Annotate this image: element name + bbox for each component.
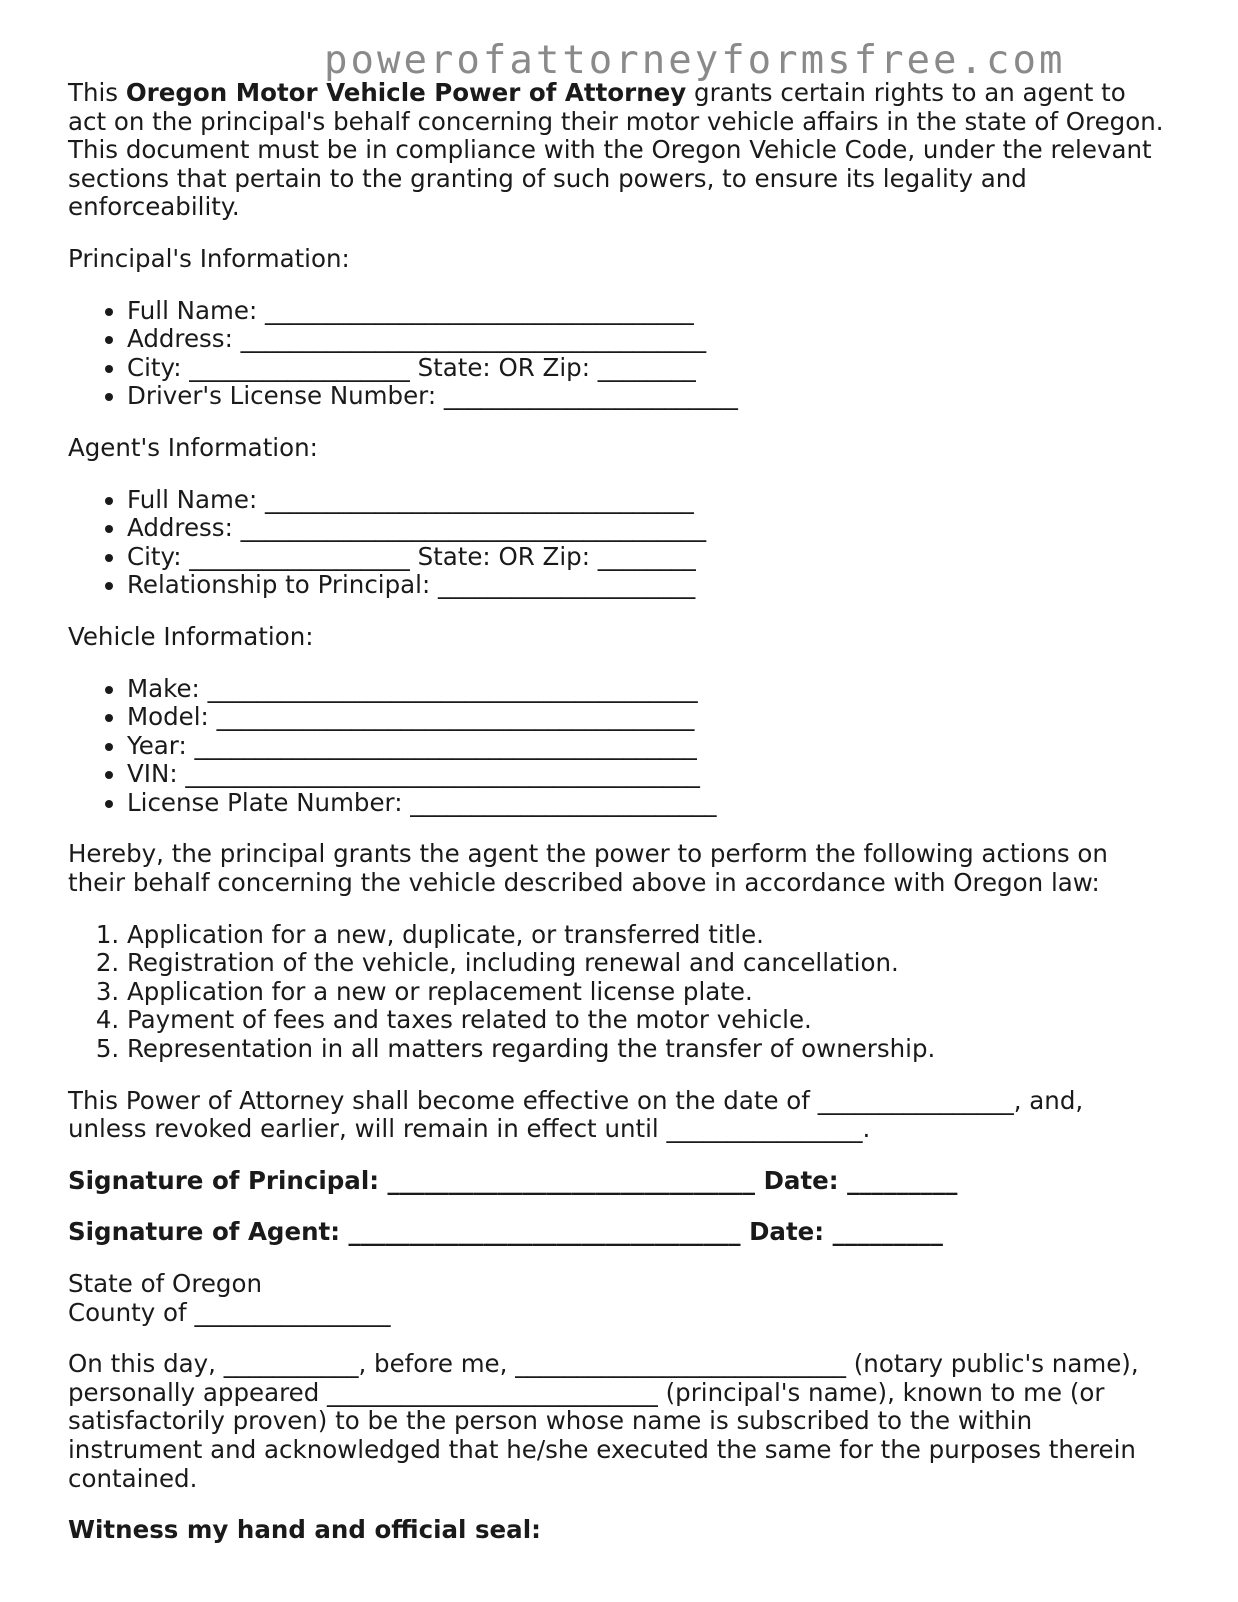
notary-acknowledgment: On this day, ___________, before me, ___________________________ (notary public's name), personally appeared ___________________________ (principal's name), known to me (or satisfactorily proven) to be the person whose name is subscribed to the within instrument and acknowledged that he/she executed the same for the purposes therein contained. [68,1349,1139,1493]
vehicle-license-plate-field: • License Plate Number: _________________________ [127,789,1168,818]
notary-state: State of Oregon [68,1269,263,1298]
grant-paragraph: Hereby, the principal grants the agent the power to perform the following actions on their behalf concerning the vehicle described above in accordance with Oregon law: [68,839,1108,898]
principal-address-field: • Address: ______________________________________ [127,325,1168,354]
vehicle-year-field: • Year: _________________________________________ [127,732,1168,761]
witness-line: Witness my hand and official seal: [68,1515,541,1545]
principal-heading: Principal's Information: [68,243,350,273]
agent-info-list [68,486,1168,600]
vehicle-info-list [68,675,1168,818]
agent-address-field: • Address: ______________________________________ [127,514,1168,543]
action-item: 4. Payment of fees and taxes related to the motor vehicle. [127,1006,1168,1035]
action-item: 2. Registration of the vehicle, including renewal and cancellation. [127,949,1168,978]
effective-date-paragraph: This Power of Attorney shall become effective on the date of ________________, and, unless revoked earlier, will remain in effect until ________________. [68,1085,1084,1144]
action-item: 3. Application for a new or replacement license plate. [127,978,1168,1007]
principal-full-name-field: • Full Name: ___________________________________ [127,297,1168,326]
intro-paragraph [68,79,1168,222]
agent-relationship-field: • Relationship to Principal: _____________________ [127,571,1168,600]
watermark: powerofattorneyformsfree.com [324,38,1066,83]
principal-info-list [68,297,1168,411]
vehicle-vin-field: • VIN: __________________________________________ [127,760,1168,789]
vehicle-make-field: • Make: ________________________________________ [127,675,1168,704]
agent-heading: Agent's Information: [68,432,318,462]
vehicle-model-field: • Model: _______________________________________ [127,703,1168,732]
action-item: 5. Representation in all matters regarding the transfer of ownership. [127,1035,1168,1064]
granted-actions-list [68,921,1168,1064]
agent-signature-line: Signature of Agent: ________________________________ Date: _________ [68,1217,943,1247]
form-name: Oregon Motor Vehicle Power of Attorney [125,78,687,107]
notary-county: County of ________________ [68,1297,391,1327]
vehicle-heading: Vehicle Information: [68,621,314,651]
agent-full-name-field: • Full Name: ___________________________________ [127,486,1168,515]
principal-drivers-license-field: • Driver's License Number: ________________________ [127,382,1168,411]
action-item: 1. Application for a new, duplicate, or transferred title. [127,921,1168,950]
document-body [68,79,1168,1568]
notary-venue [68,1270,1168,1327]
agent-city-state-zip-field: • City: __________________ State: OR Zip: ________ [127,543,1168,572]
intro-suffix: grants certain rights to an agent to act on the principal's behalf concerning their motor vehicle affairs in the state of Oregon. This document must be in compliance with the Oregon Vehicle Code, under the relevant sections that pertain to the granting of such powers, to ensure its legality and enforceability. [68,78,1164,222]
principal-city-state-zip-field: • City: __________________ State: OR Zip: ________ [127,354,1168,383]
intro-prefix: This [68,78,126,107]
principal-signature-line: Signature of Principal: ______________________________ Date: _________ [68,1165,958,1195]
